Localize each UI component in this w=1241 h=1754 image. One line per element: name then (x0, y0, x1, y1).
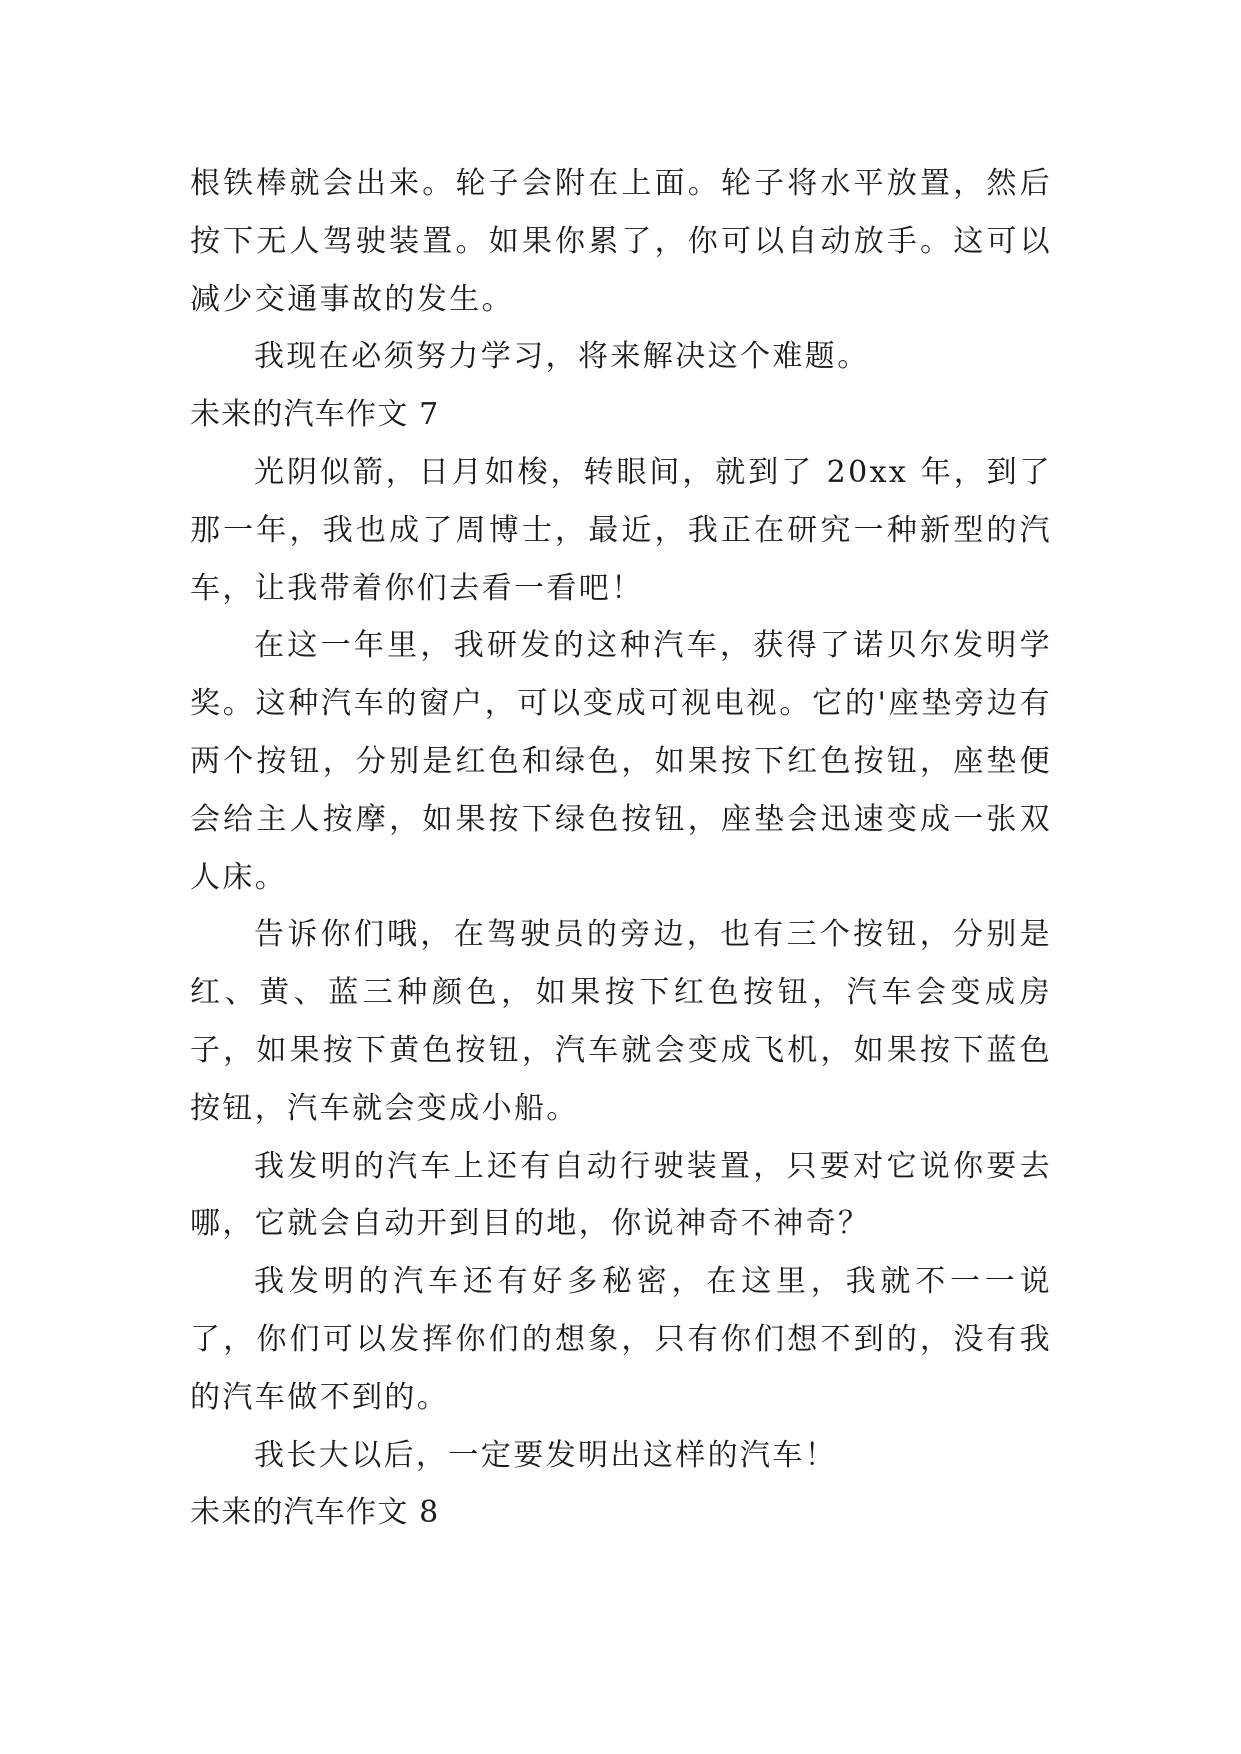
section-heading-7: 未来的汽车作文 7 (190, 397, 440, 433)
paragraph: 光阴似箭，日月如梭，转眼间，就到了 20xx 年，到了那一年，我也成了周博士，最近，我正在研究一种新型的汽车，让我带着你们去看一看吧！ (190, 454, 1052, 606)
paragraph: 我发明的汽车还有好多秘密，在这里，我就不一一说了，你们可以发挥你们的想象，只有你们想不到的，没有我的汽车做不到的。 (190, 1264, 1052, 1415)
paragraph: 我发明的汽车上还有自动行驶装置，只要对它说你要去哪，它就会自动开到目的地，你说神奇不神奇？ (190, 1148, 1052, 1242)
paragraph: 在这一年里，我研发的这种汽车，获得了诺贝尔发明学奖。这种汽车的窗户，可以变成可视电视。它的'座垫旁边有两个按钮，分别是红色和绿色，如果按下红色按钮，座垫便会给主人按摩，如果按下绿色按钮，座垫会迅速变成一张双人床。 (190, 628, 1052, 895)
paragraph-continued: 根铁棒就会出来。轮子会附在上面。轮子将水平放置，然后按下无人驾驶装置。如果你累了，你可以自动放手。这可以减少交通事故的发生。 (190, 166, 1052, 317)
paragraph: 我长大以后，一定要发明出这样的汽车！ (254, 1437, 838, 1473)
paragraph: 告诉你们哦，在驾驶员的旁边，也有三个按钮，分别是红、黄、蓝三种颜色，如果按下红色按钮，汽车会变成房子，如果按下黄色按钮，汽车就会变成飞机，如果按下蓝色按钮，汽车就会变成小船。 (190, 917, 1052, 1126)
section-heading-8: 未来的汽车作文 8 (190, 1495, 440, 1531)
paragraph: 我现在必须努力学习，将来解决这个难题。 (254, 339, 870, 375)
document-body (190, 155, 1052, 1542)
